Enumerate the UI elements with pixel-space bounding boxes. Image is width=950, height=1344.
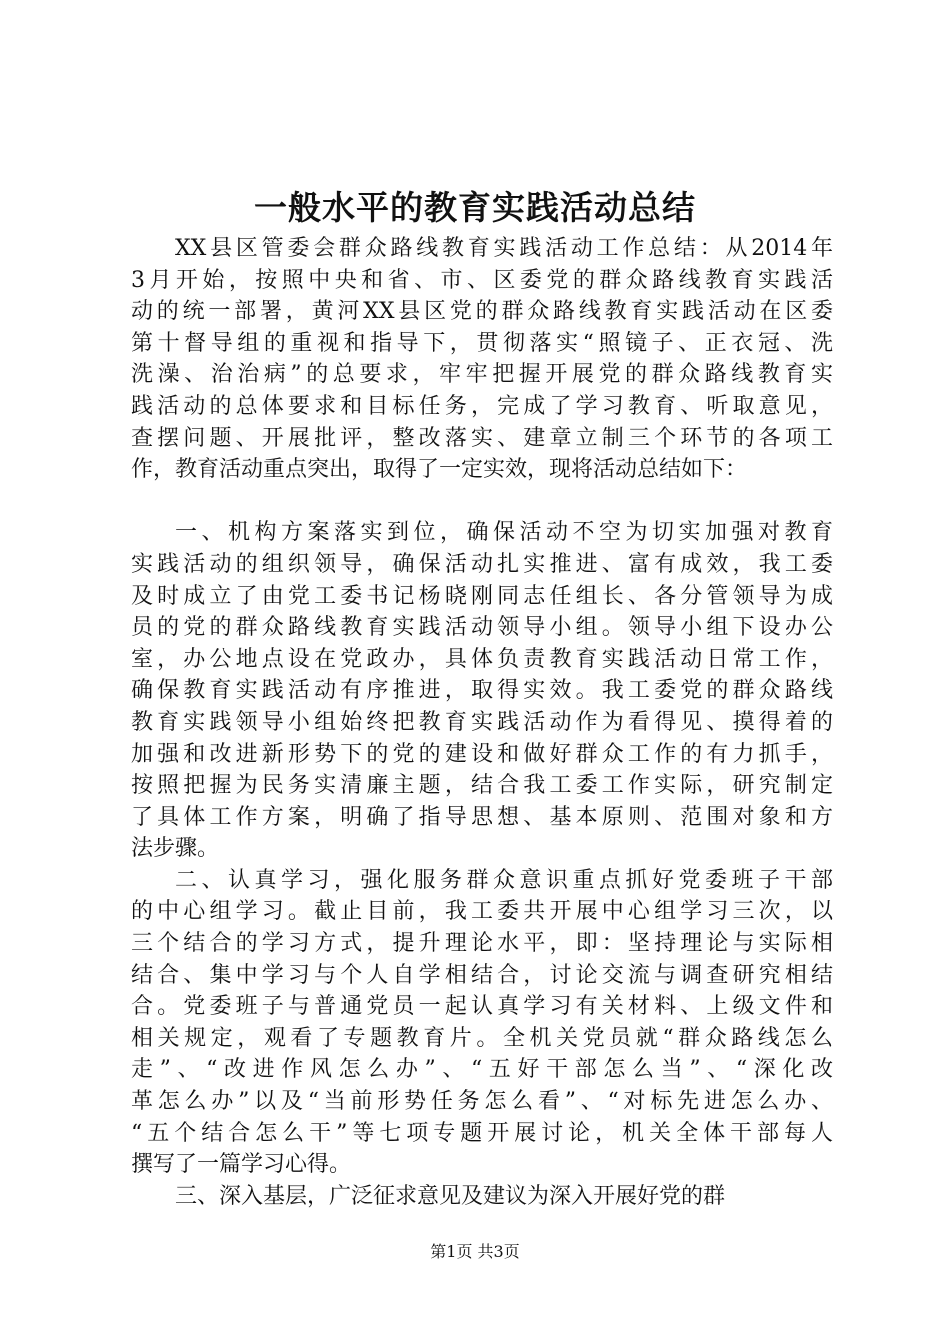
paragraph-1-line: 洗澡、治治病”的总要求，牢牢把握开展党的群众路线教育实 [131,362,833,388]
paragraph-3-line: 的中心组学习。截止目前，我工委共开展中心组学习三次，以 [131,899,833,925]
paragraph-3-line: 合。党委班子与普通党员一起认真学习有关材料、上级文件和 [131,994,833,1020]
paragraph-1-line: 3月开始，按照中央和省、市、区委党的群众路线教育实践活 [131,267,833,293]
paragraph-3-line: 走”、“改进作风怎么办”、“五好干部怎么当”、“深化改 [131,1057,833,1083]
paragraph-3-line: 二、认真学习，强化服务群众意识重点抓好党委班子干部 [175,867,833,893]
paragraph-2-line: 确保教育实践活动有序推进，取得实效。我工委党的群众路线 [131,678,833,704]
paragraph-2-line: 室，办公地点设在党政办，具体负责教育实践活动日常工作， [131,646,833,672]
paragraph-3-line: 革怎么办”以及“当前形势任务怎么看”、“对标先进怎么办、 [131,1089,833,1115]
paragraph-4-line: 三、深入基层，广泛征求意见及建议为深入开展好党的群 [175,1183,726,1209]
paragraph-1-line: 作，教育活动重点突出，取得了一定实效，现将活动总结如下： [131,457,748,483]
paragraph-2-line: 一、机构方案落实到位，确保活动不空为切实加强对教育 [175,520,833,546]
paragraph-2-line: 按照把握为民务实清廉主题，结合我工委工作实际，研究制定 [131,773,833,799]
document-body [131,233,833,1212]
paragraph-1-line: 第十督导组的重视和指导下，贯彻落实“照镜子、正衣冠、洗 [131,330,833,356]
paragraph-3-line: 三个结合的学习方式，提升理论水平，即：坚持理论与实际相 [131,931,833,957]
paragraph-2-line: 员的党的群众路线教育实践活动领导小组。领导小组下设办公 [131,615,833,641]
document-title: 一般水平的教育实践活动总结 [254,188,696,227]
paragraph-1-line: 查摆问题、开展批评，整改落实、建章立制三个环节的各项工 [131,425,833,451]
paragraph-gap [131,486,833,518]
paragraph-2-line: 及时成立了由党工委书记杨晓刚同志任组长、各分管领导为成 [131,583,833,609]
paragraph-2-line: 教育实践领导小组始终把教育实践活动作为看得见、摸得着的 [131,709,833,735]
paragraph-3-line: 结合、集中学习与个人自学相结合，讨论交流与调查研究相结 [131,962,833,988]
paragraph-2-line: 法步骤。 [131,836,220,862]
paragraph-2-line: 了具体工作方案，明确了指导思想、基本原则、范围对象和方 [131,804,833,830]
page-footer: 第1页 共3页 [430,1242,520,1261]
paragraph-1-line: 动的统一部署，黄河XX县区党的群众路线教育实践活动在区委 [131,299,833,325]
paragraph-3-line: 撰写了一篇学习心得。 [131,1152,352,1178]
paragraph-2-line: 加强和改进新形势下的党的建设和做好群众工作的有力抓手， [131,741,833,767]
paragraph-3-line: “五个结合怎么干”等七项专题开展讨论，机关全体干部每人 [131,1120,833,1146]
paragraph-2-line: 实践活动的组织领导，确保活动扎实推进、富有成效，我工委 [131,551,833,577]
paragraph-1-line: XX县区管委会群众路线教育实践活动工作总结：从2014年 [175,236,833,261]
paragraph-3-line: 相关规定，观看了专题教育片。全机关党员就“群众路线怎么 [131,1025,833,1051]
paragraph-1-line: 践活动的总体要求和目标任务，完成了学习教育、听取意见， [131,393,833,419]
